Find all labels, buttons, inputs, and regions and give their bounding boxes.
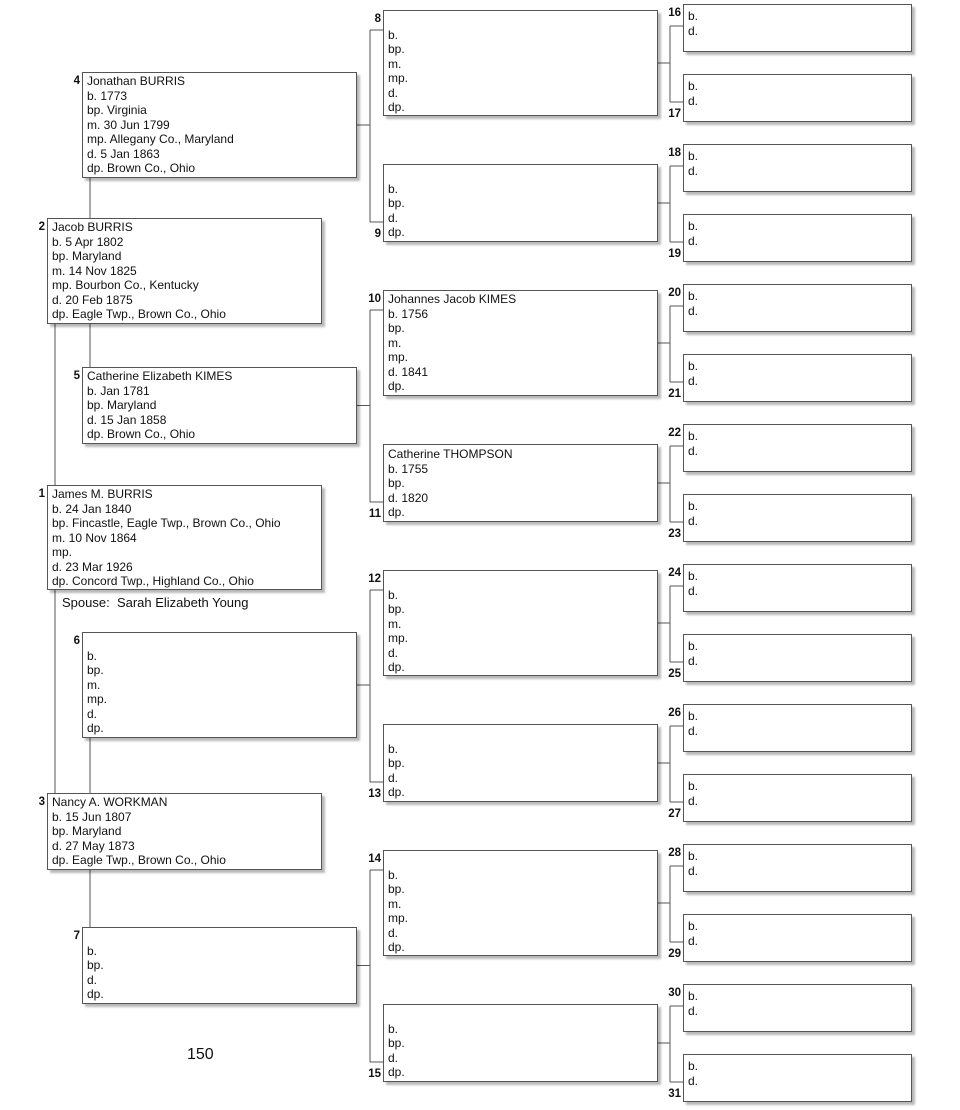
person-detail: d. (388, 210, 399, 225)
person-box-19 (683, 214, 912, 262)
person-detail: d. (688, 443, 699, 458)
person-detail: d. (688, 513, 699, 528)
person-detail: d. (688, 233, 699, 248)
person-box-7 (82, 927, 357, 1004)
person-box-12 (383, 570, 658, 676)
person-box-26 (683, 704, 912, 752)
person-box-14 (383, 850, 658, 956)
person-detail: dp. (388, 940, 405, 954)
person-detail: d. 5 Jan 1863 (87, 146, 160, 161)
person-detail: dp. (388, 1065, 405, 1079)
person-detail: d. (688, 933, 699, 948)
person-detail: m. (388, 56, 402, 71)
person-detail: bp. (87, 663, 104, 677)
person-detail: mp. (388, 911, 409, 925)
person-name: James M. BURRIS (52, 487, 153, 501)
person-number: 23 (668, 528, 681, 540)
person-detail: bp. (388, 42, 405, 56)
person-detail: mp. (52, 545, 73, 559)
person-number: 3 (38, 796, 45, 808)
person-detail: b. (388, 181, 399, 196)
person-detail: dp. (388, 505, 405, 519)
person-number: 20 (668, 287, 681, 299)
person-detail: b. 15 Jun 1807 (52, 809, 132, 824)
person-detail: m. 14 Nov 1825 (52, 263, 137, 278)
person-box-18 (683, 144, 912, 192)
person-detail: d. (87, 972, 98, 987)
page-number: 150 (187, 1046, 214, 1063)
person-detail: m. (388, 896, 402, 911)
person-number: 9 (374, 228, 381, 240)
person-detail: b. (688, 709, 699, 723)
person-box-8 (383, 10, 658, 116)
person-detail: dp. (388, 379, 405, 393)
person-detail: mp. Bourbon Co., Kentucky (52, 278, 199, 292)
person-detail: d. (688, 723, 699, 738)
person-detail: d. (388, 925, 399, 940)
person-box-30 (683, 984, 912, 1032)
person-number: 31 (668, 1088, 681, 1100)
person-box-25 (683, 634, 912, 682)
person-detail: b. (688, 639, 699, 653)
person-number: 18 (668, 147, 681, 159)
person-box-22 (683, 424, 912, 472)
person-detail: d. (688, 303, 699, 318)
person-number: 1 (38, 488, 45, 500)
person-number: 6 (73, 635, 80, 647)
person-number: 5 (73, 370, 80, 382)
person-box-23 (683, 494, 912, 542)
person-detail: b. (388, 1021, 399, 1036)
person-detail: d. (688, 653, 699, 668)
person-number: 22 (668, 427, 681, 439)
person-box-27 (683, 774, 912, 822)
person-detail: bp. (388, 196, 405, 210)
person-detail: m. (87, 677, 101, 692)
person-detail: d. 1820 (388, 490, 429, 505)
person-detail: b. (688, 79, 699, 93)
person-name: Catherine Elizabeth KIMES (87, 369, 233, 383)
person-detail: bp. Fincastle, Eagle Twp., Brown Co., Ohio (52, 516, 281, 530)
person-detail: b. (688, 569, 699, 583)
person-box-6 (82, 632, 357, 738)
person-box-31 (683, 1054, 912, 1102)
person-detail: bp. Maryland (52, 824, 122, 838)
person-detail: d. (688, 373, 699, 388)
person-number: 28 (668, 847, 681, 859)
person-detail: b. 1755 (388, 461, 429, 476)
person-detail: d. (388, 85, 399, 100)
person-number: 27 (668, 808, 681, 820)
person-detail: dp. (388, 785, 405, 799)
person-number: 13 (368, 788, 381, 800)
person-name: Catherine THOMPSON (388, 447, 513, 461)
person-detail: b. (688, 499, 699, 513)
person-detail: d. (688, 163, 699, 178)
person-detail: bp. (388, 476, 405, 490)
person-number: 26 (668, 707, 681, 719)
person-detail: d. (688, 1003, 699, 1018)
person-box-17 (683, 74, 912, 122)
spouse-name: Sarah Elizabeth Young (116, 595, 249, 610)
person-box-16 (683, 4, 912, 52)
person-detail: dp. Concord Twp., Highland Co., Ohio (52, 574, 254, 588)
person-detail: bp. (388, 1036, 405, 1050)
person-box-15 (383, 1004, 658, 1082)
person-number: 2 (38, 221, 45, 233)
person-detail: bp. (388, 882, 405, 896)
person-number: 10 (368, 293, 381, 305)
person-detail: bp. Maryland (52, 249, 122, 263)
person-box-24 (683, 564, 912, 612)
person-detail: dp. Brown Co., Ohio (87, 161, 196, 175)
person-detail: b. (688, 219, 699, 233)
person-detail: b. Jan 1781 (87, 383, 150, 398)
person-detail: bp. (388, 756, 405, 770)
person-detail: b. (688, 149, 699, 163)
person-number: 7 (73, 930, 80, 942)
person-detail: d. (87, 706, 98, 721)
person-detail: b. (388, 27, 399, 42)
person-detail: dp. (388, 100, 405, 114)
person-detail: b. (87, 648, 98, 663)
person-detail: d. (688, 23, 699, 38)
person-box-29 (683, 914, 912, 962)
person-number: 17 (668, 108, 681, 120)
person-detail: b. (688, 1059, 699, 1073)
person-name: Jonathan BURRIS (87, 74, 186, 88)
person-detail: b. (87, 943, 98, 958)
person-detail: mp. (87, 692, 108, 706)
person-detail: b. (388, 741, 399, 756)
person-detail: b. (388, 587, 399, 602)
person-detail: m. (388, 616, 402, 631)
person-box-13 (383, 724, 658, 802)
person-detail: d. (388, 770, 399, 785)
person-number: 11 (368, 508, 381, 520)
person-detail: b. 1773 (87, 88, 128, 103)
person-detail: dp. Eagle Twp., Brown Co., Ohio (52, 853, 226, 867)
person-detail: d. (688, 583, 699, 598)
person-detail: d. (688, 793, 699, 808)
person-detail: d. 20 Feb 1875 (52, 292, 133, 307)
person-detail: b. (388, 867, 399, 882)
person-detail: dp. (388, 660, 405, 674)
person-detail: bp. (388, 602, 405, 616)
person-detail: b. (688, 359, 699, 373)
person-number: 16 (668, 7, 681, 19)
person-number: 29 (668, 948, 681, 960)
person-detail: b. (688, 849, 699, 863)
person-detail: dp. Eagle Twp., Brown Co., Ohio (52, 307, 226, 321)
person-detail: m. 10 Nov 1864 (52, 530, 137, 545)
person-detail: mp. Allegany Co., Maryland (87, 132, 234, 146)
person-detail: b. 1756 (388, 306, 429, 321)
person-detail: b. (688, 989, 699, 1003)
person-box-21 (683, 354, 912, 402)
person-detail: d. 1841 (388, 364, 429, 379)
person-name: Nancy A. WORKMAN (52, 795, 168, 809)
person-number: 12 (368, 573, 381, 585)
person-number: 14 (368, 853, 381, 865)
person-box-28 (683, 844, 912, 892)
person-box-9 (383, 164, 658, 242)
person-number: 24 (668, 567, 681, 579)
person-detail: bp. (87, 958, 104, 972)
person-detail: d. (688, 863, 699, 878)
person-detail: b. (688, 919, 699, 933)
person-detail: dp. Brown Co., Ohio (87, 427, 196, 441)
person-detail: b. (688, 9, 699, 23)
spouse-line (62, 595, 249, 610)
person-detail: d. (688, 93, 699, 108)
person-detail: d. (388, 645, 399, 660)
person-number: 4 (73, 75, 80, 87)
person-detail: b. 5 Apr 1802 (52, 234, 124, 249)
person-name: Johannes Jacob KIMES (388, 292, 517, 306)
person-box-20 (683, 284, 912, 332)
person-detail: m. 30 Jun 1799 (87, 117, 170, 132)
person-detail: bp. Maryland (87, 398, 157, 412)
person-detail: bp. (388, 321, 405, 335)
person-detail: d. (388, 1050, 399, 1065)
person-detail: d. (688, 1073, 699, 1088)
person-detail: d. 15 Jan 1858 (87, 412, 167, 427)
person-detail: bp. Virginia (87, 103, 147, 117)
person-detail: b. 24 Jan 1840 (52, 501, 132, 516)
person-name: Jacob BURRIS (52, 220, 133, 234)
person-detail: b. (688, 779, 699, 793)
person-number: 8 (374, 13, 381, 25)
person-detail: dp. (87, 721, 104, 735)
person-detail: b. (688, 289, 699, 303)
person-number: 19 (668, 248, 681, 260)
person-number: 15 (368, 1068, 381, 1080)
person-number: 30 (668, 987, 681, 999)
person-detail: dp. (388, 225, 405, 239)
person-number: 25 (668, 668, 681, 680)
person-detail: mp. (388, 71, 409, 85)
person-detail: mp. (388, 350, 409, 364)
person-detail: m. (388, 335, 402, 350)
person-detail: dp. (87, 987, 104, 1001)
person-detail: mp. (388, 631, 409, 645)
person-detail: b. (688, 429, 699, 443)
spouse-label: Spouse: (62, 595, 110, 610)
person-number: 21 (668, 388, 681, 400)
person-detail: d. 27 May 1873 (52, 838, 135, 853)
person-detail: d. 23 Mar 1926 (52, 559, 133, 574)
